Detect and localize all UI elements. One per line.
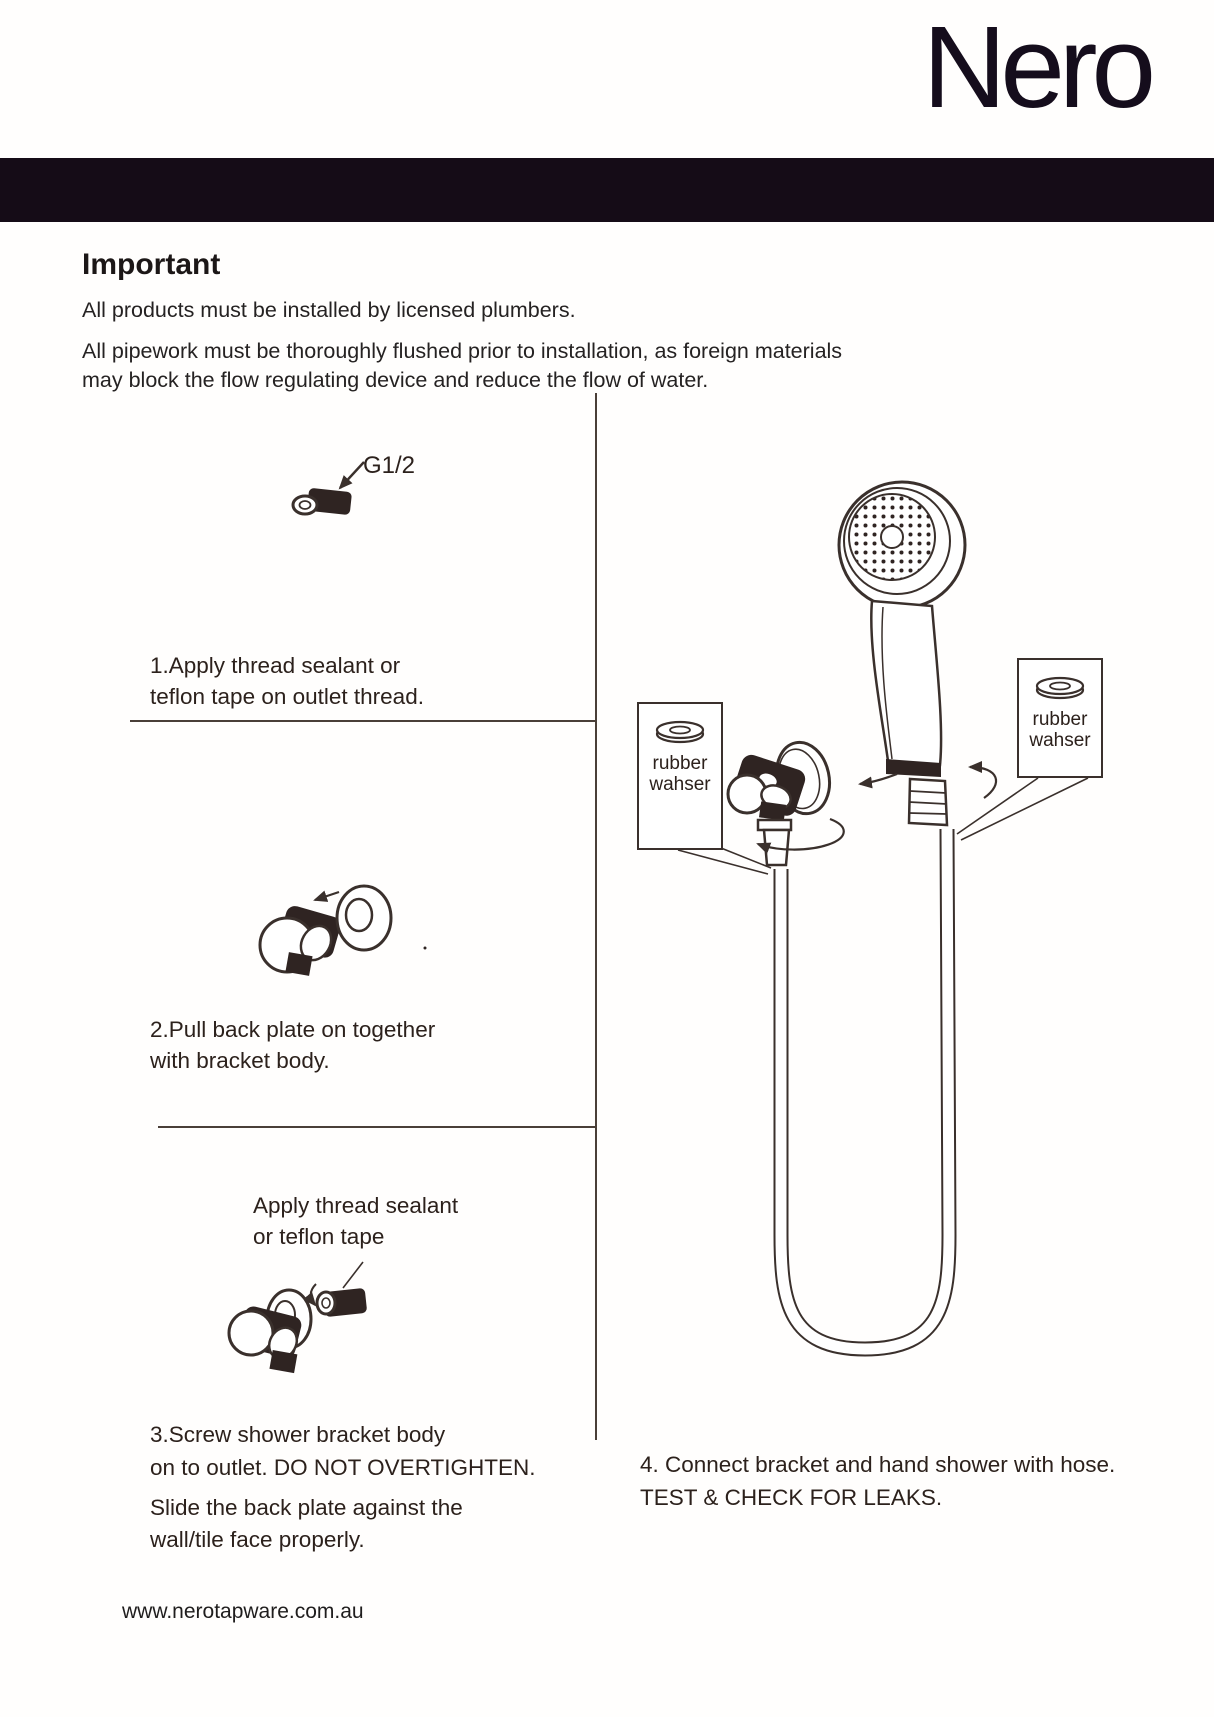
step4-line2: TEST & CHECK FOR LEAKS. (640, 1485, 943, 1510)
intro-paragraph-2-line1: All pipework must be thoroughly flushed prior to installation, as foreign materials (82, 339, 843, 363)
washer-label-line1: rubber (1032, 709, 1088, 730)
step2-divider-line (158, 1126, 596, 1128)
step1-divider-line (130, 720, 596, 722)
step4-text (640, 1448, 1115, 1514)
screw-bracket-illustration (215, 1255, 550, 1390)
outlet-thread-illustration (280, 450, 375, 525)
washer-label-line2: wahser (649, 774, 711, 795)
washer-label-line2: wahser (1029, 730, 1091, 751)
washer-label-line1: rubber (652, 753, 708, 774)
step1-line2: teflon tape on outlet thread. (150, 684, 424, 709)
rotate-arrow-hose-nut-icon (970, 767, 996, 798)
wall-bracket (728, 737, 836, 865)
step3-text (150, 1418, 536, 1484)
intro-paragraph-2 (82, 337, 842, 395)
step3-note-text (253, 1190, 458, 1252)
step3-note-line2: or teflon tape (253, 1224, 385, 1249)
intro-paragraph-2-line2: may block the flow regulating device and reduce the flow of water. (82, 368, 709, 392)
hand-shower-assembly-illustration (600, 395, 1214, 1455)
step3-text-continued (150, 1492, 463, 1556)
page-title: Important (82, 248, 221, 281)
brand-logo: Nero (922, 2, 1150, 132)
screw-rotation-arrow-icon (311, 1284, 316, 1305)
pull-direction-arrow-icon (315, 892, 339, 900)
note-leader-line (343, 1262, 363, 1288)
rubber-washer-callout-right (1017, 658, 1103, 778)
step3-line2: on to outlet. DO NOT OVERTIGHTEN. (150, 1455, 536, 1480)
step3-line4: wall/tile face properly. (150, 1527, 365, 1552)
connect-direction-arrow-icon (860, 774, 897, 784)
washer-icon (653, 720, 707, 746)
step2-line1: 2.Pull back plate on together (150, 1017, 436, 1042)
rubber-washer-callout-left (637, 702, 723, 850)
step3-line1: 3.Screw shower bracket body (150, 1422, 446, 1447)
column-divider-line (595, 393, 597, 1440)
step2-line2: with bracket body. (150, 1048, 330, 1073)
website-url: www.nerotapware.com.au (122, 1600, 364, 1623)
intro-paragraph-1: All products must be installed by licensed plumbers. (82, 298, 576, 322)
thread-pointer-arrow-icon (340, 462, 364, 488)
bracket-and-backplate-illustration (225, 855, 450, 995)
step1-text (150, 650, 424, 712)
shower-hose (781, 829, 949, 1349)
hand-shower (839, 482, 965, 825)
step3-note-line1: Apply thread sealant (253, 1193, 459, 1218)
washer-icon (1033, 676, 1087, 702)
step2-text (150, 1014, 435, 1076)
step3-line3: Slide the back plate against the (150, 1495, 463, 1520)
header-divider-bar (0, 158, 1214, 222)
thread-size-label: G1/2 (363, 452, 416, 479)
step1-line1: 1.Apply thread sealant or (150, 653, 401, 678)
step4-line1: 4. Connect bracket and hand shower with hose. (640, 1452, 1116, 1477)
